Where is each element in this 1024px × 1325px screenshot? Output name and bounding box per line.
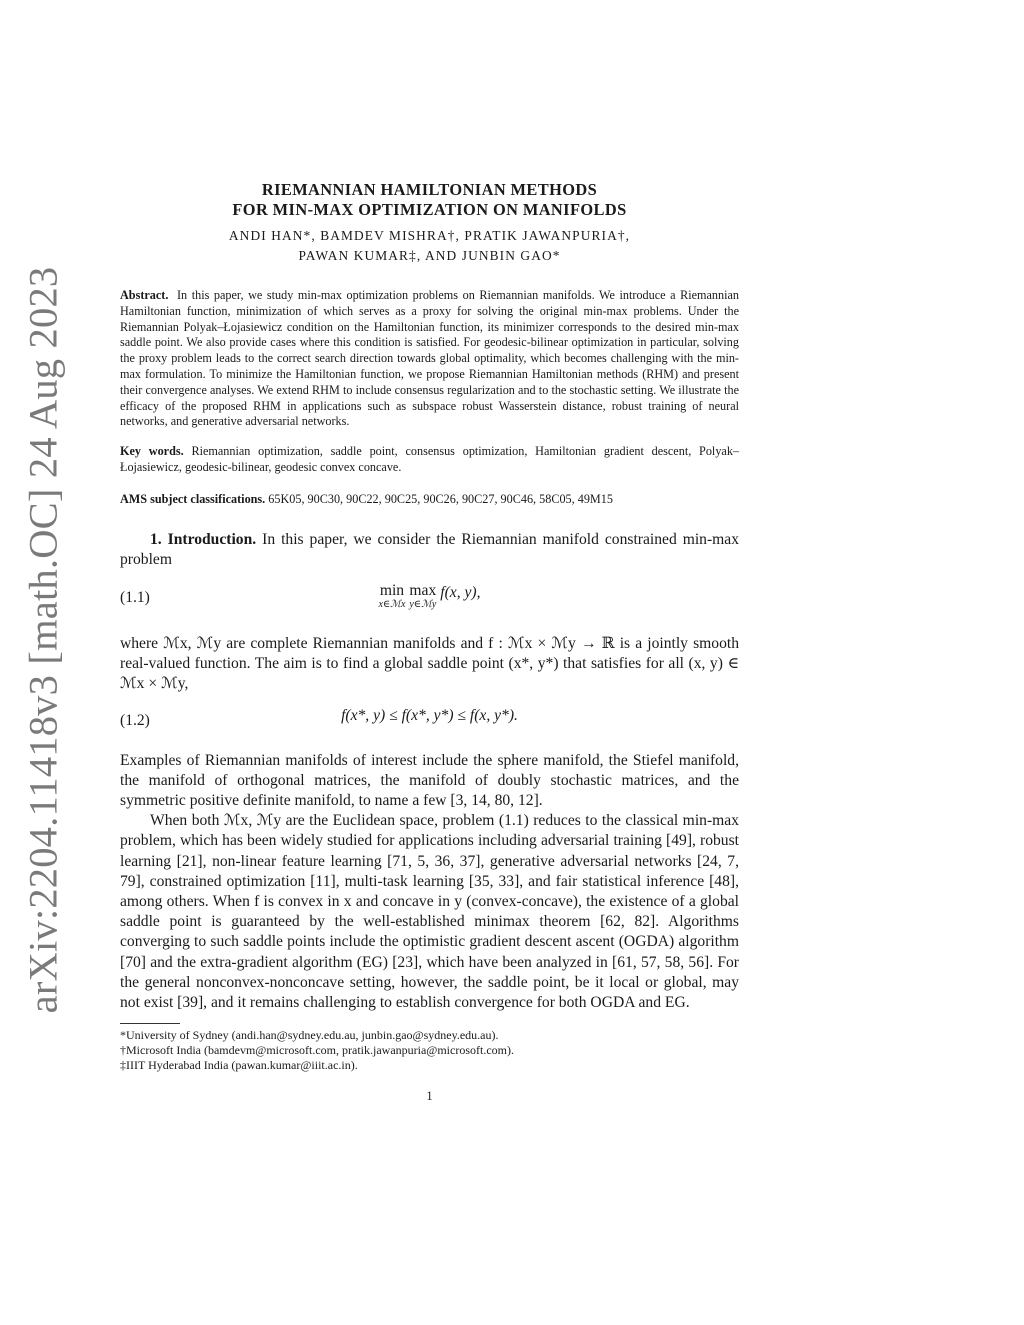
min-operator xyxy=(378,581,406,612)
objective-function: f(x, y), xyxy=(440,583,481,601)
abstract-text: In this paper, we study min-max optimization problems on Riemannian manifolds. We introduce a Riemannian Hamiltonian function, minimization of which serves as a proxy for solving the original min-max problems. Under the Riemannian Polyak–Łojasiewicz condition on the Hamiltonian function, its minimizer corresponds to the desired min-max saddle point. We also provide cases where this condition is satisfied. For geodesic-bilinear optimization in particular, solving the proxy problem leads to the correct search direction towards global optimality, which becomes challenging with the min-max formulation. To minimize the Hamiltonian function, we propose Riemannian Hamiltonian methods (RHM) and present their convergence analyses. We extend RHM to include consensus regularization and to the stochastic setting. We illustrate the efficacy of the proposed RHM in applications such as subspace robust Wasserstein distance, robust training of neural networks, and generative adversarial networks. xyxy=(120,288,739,429)
footnote-rule xyxy=(120,1023,180,1024)
max-subscript: y∈ℳy xyxy=(409,598,437,610)
page-number: 1 xyxy=(426,1089,433,1104)
authors-line-2: PAWAN KUMAR‡, AND JUNBIN GAO* xyxy=(298,248,561,263)
min-subscript: x∈ℳx xyxy=(378,598,406,610)
keywords-label: Key words. xyxy=(120,444,184,459)
paper-page xyxy=(120,180,739,1104)
intro-heading: 1. Introduction. xyxy=(150,530,257,548)
ams-classifications xyxy=(120,492,739,508)
arxiv-identifier: arXiv:2204.11418v3 [math.OC] 24 Aug 2023 xyxy=(20,266,66,1014)
footnote-microsoft: †Microsoft India (bamdevm@microsoft.com, pratik.jawanpuria@microsoft.com). xyxy=(120,1043,514,1058)
title-line-2: FOR MIN-MAX OPTIMIZATION ON MANIFOLDS xyxy=(232,200,627,219)
min-word: min xyxy=(379,581,405,599)
equation-1-1-number: (1.1) xyxy=(120,588,150,606)
equation-1-2-number: (1.2) xyxy=(120,711,150,729)
equation-1-2-body: f(x*, y) ≤ f(x*, y*) ≤ f(x, y*). xyxy=(341,706,518,724)
keywords xyxy=(120,444,739,476)
ams-label: AMS subject classifications. xyxy=(120,491,266,506)
equation-1-1-body xyxy=(120,581,739,612)
paragraph-examples: Examples of Riemannian manifolds of interest include the sphere manifold, the Stiefel manifold, the manifold of orthogonal matrices, the manifold of doubly stochastic matrices, and the symmetric positive definite manifold, to name a few [3, 14, 80, 12]. xyxy=(120,751,739,809)
paragraph-where: where ℳx, ℳy are complete Riemannian manifolds and f : ℳx × ℳy → ℝ is a jointly smooth real-valued function. The aim is to find a global saddle point (x*, y*) that satisfies for all (x, y) ∈ ℳx × ℳy, xyxy=(120,634,739,693)
equation-1-2 xyxy=(120,703,739,739)
abstract-label: Abstract. xyxy=(120,288,169,302)
authors-line-1: ANDI HAN*, BAMDEV MISHRA†, PRATIK JAWANPURIA†, xyxy=(228,228,631,243)
ams-text: 65K05, 90C30, 90C22, 90C25, 90C26, 90C27, 90C46, 58C05, 49M15 xyxy=(268,491,613,506)
footnote-iiit: ‡IIIT Hyderabad India (pawan.kumar@iiit.ac.in). xyxy=(120,1058,358,1073)
max-word: max xyxy=(409,581,437,599)
title-line-1: RIEMANNIAN HAMILTONIAN METHODS xyxy=(261,180,598,199)
intro-text: In this paper, we consider the Riemannian manifold constrained min-max problem xyxy=(120,530,739,568)
equation-1-1 xyxy=(120,580,739,624)
arxiv-side-label xyxy=(18,266,68,1014)
keywords-text: Riemannian optimization, saddle point, consensus optimization, Hamiltonian gradient descent, Polyak–Łojasiewicz, geodesic-bilinear, geodesic convex concave. xyxy=(120,444,740,474)
intro-paragraph xyxy=(120,530,739,570)
footnote-sydney: *University of Sydney (andi.han@sydney.edu.au, junbin.gao@sydney.edu.au). xyxy=(120,1028,499,1043)
abstract xyxy=(120,288,739,430)
max-operator xyxy=(409,581,437,612)
paragraph-euclidean: When both ℳx, ℳy are the Euclidean space, problem (1.1) reduces to the classical min-max problem, which has been widely studied for applications including adversarial training [49], robust learning [21], non-linear feature learning [71, 5, 36, 37], generative adversarial networks [24, 7, 79], constrained optimization [11], multi-task learning [35, 33], and fair statistical inference [48], among others. When f is convex in x and concave in y (convex-concave), the existence of a global saddle point is guaranteed by the well-established minimax theorem [62, 82]. Algorithms converging to such saddle points include the optimistic gradient descent ascent (OGDA) algorithm [70] and the extra-gradient algorithm (EG) [23], which have been analyzed in [61, 57, 58, 56]. For the general nonconvex-nonconcave setting, however, the saddle point, be it local or global, may not exist [39], and it remains challenging to establish convergence for both OGDA and EG. xyxy=(120,812,739,1012)
